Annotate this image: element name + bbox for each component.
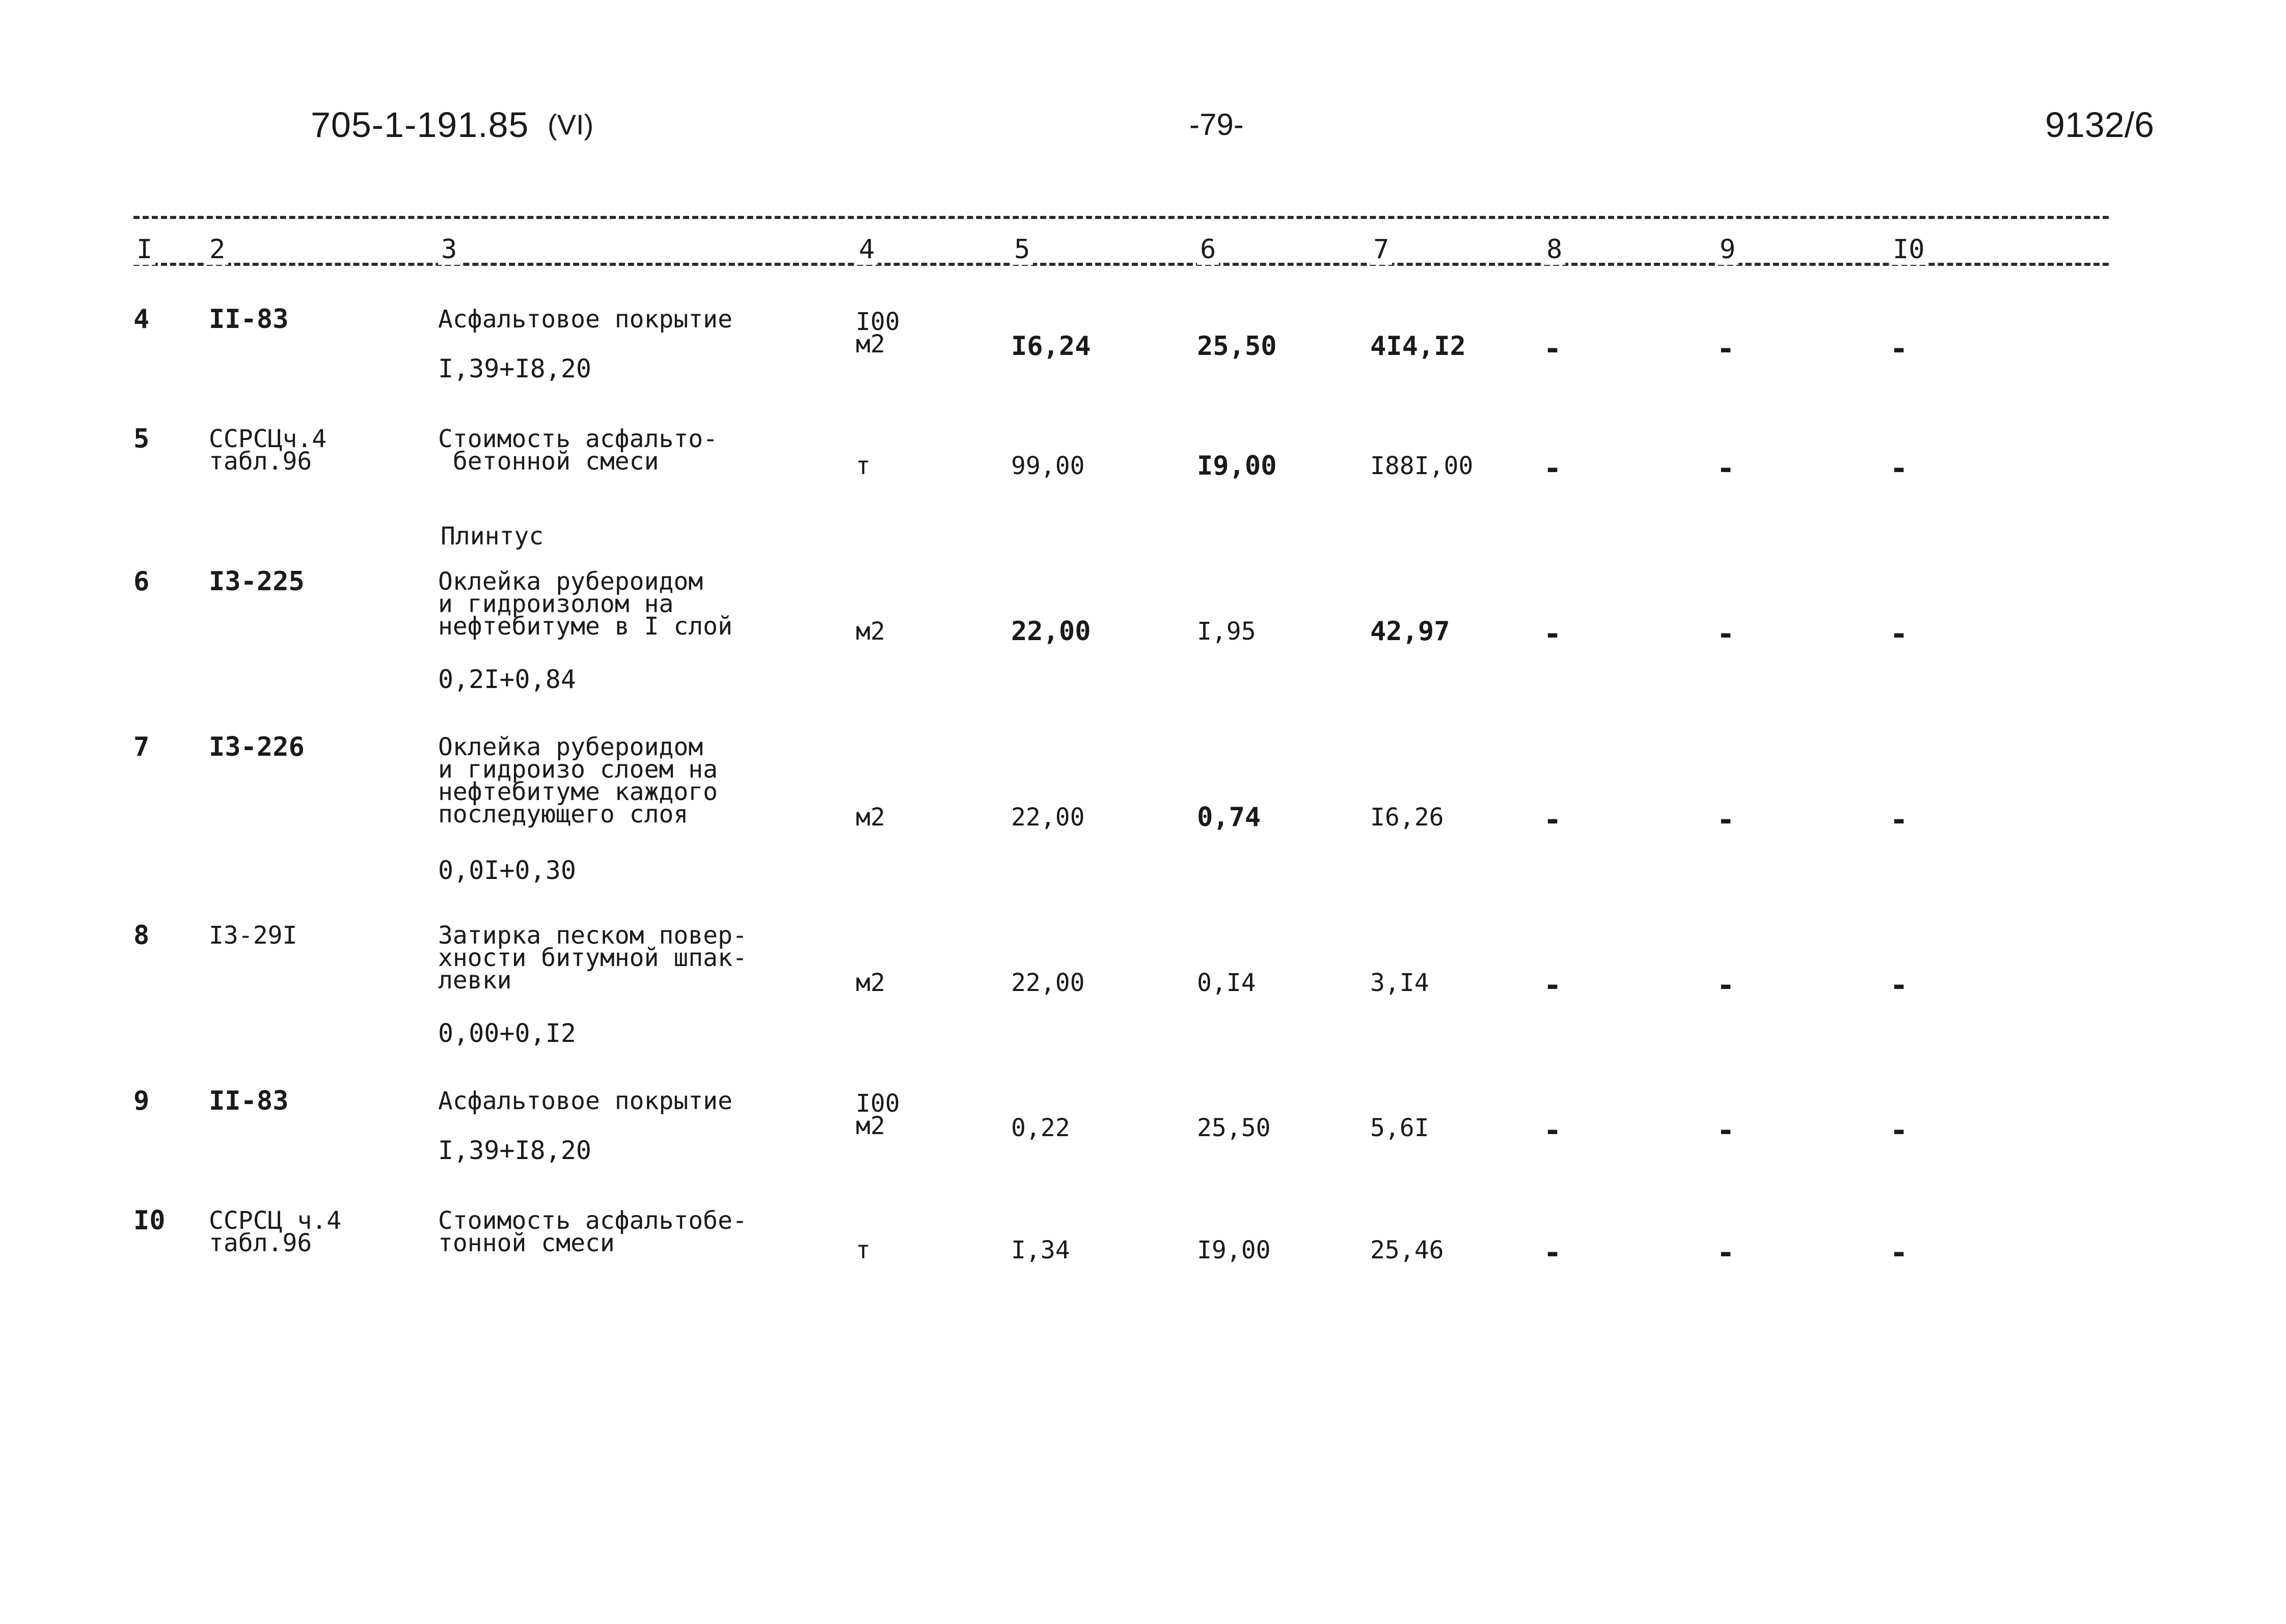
column-number: 5	[1011, 234, 1033, 265]
quantity: 0,22	[1011, 1114, 1070, 1142]
column-number: 9	[1717, 234, 1738, 265]
work-description: Оклейка рубероидом и гидроизолом на нефтебитуме в I слой	[438, 567, 732, 641]
unit-price: I9,00	[1197, 451, 1277, 481]
column-9-value: -	[1717, 451, 1735, 486]
rate-code: II-83	[209, 304, 289, 335]
column-number: I	[133, 234, 155, 265]
column-9-value: -	[1717, 1235, 1735, 1271]
unit: I00 м2	[856, 1089, 900, 1140]
column-10-value: -	[1890, 1235, 1909, 1271]
column-10-value: -	[1890, 451, 1909, 486]
column-9-value: -	[1717, 616, 1735, 652]
total-cost: I88I,00	[1370, 452, 1474, 480]
rate-code: II-83	[209, 1086, 289, 1116]
unit: т	[856, 452, 870, 480]
quantity: 22,00	[1011, 803, 1085, 832]
top-rule	[133, 216, 2109, 219]
column-8-value: -	[1543, 331, 1562, 367]
column-number: 2	[206, 234, 228, 265]
quantity: I,34	[1011, 1236, 1070, 1264]
column-8-value: -	[1543, 1113, 1562, 1148]
row-number: 4	[133, 304, 150, 335]
row-number: 9	[133, 1086, 150, 1116]
calculation-formula: 0,2I+0,84	[438, 665, 576, 694]
work-description: Затирка песком повер- хности битумной шпак- левки	[438, 921, 747, 995]
work-description: Асфальтовое покрытие	[438, 305, 732, 334]
rate-code: I3-226	[209, 732, 305, 762]
work-description: Оклейка рубероидом и гидроизо слоем на нефтебитуме каждого последующего слоя	[438, 733, 718, 829]
column-8-value: -	[1543, 1235, 1562, 1271]
unit-price: 0,74	[1197, 802, 1261, 833]
rate-code: I3-29I	[209, 921, 297, 950]
unit: м2	[856, 803, 885, 832]
column-9-value: -	[1717, 968, 1735, 1003]
quantity: I6,24	[1011, 331, 1091, 362]
column-number: 8	[1543, 234, 1565, 265]
row-number: I0	[133, 1205, 166, 1236]
unit-price: 25,50	[1197, 1114, 1271, 1142]
column-number: 3	[438, 234, 460, 265]
rate-code: ССРСЦ ч.4 табл.96	[209, 1206, 342, 1257]
column-10-value: -	[1890, 802, 1909, 838]
quantity: 22,00	[1011, 616, 1091, 647]
column-number: 4	[856, 234, 878, 265]
total-cost: 25,46	[1370, 1236, 1444, 1264]
document-code: 705-1-191.85	[311, 105, 529, 145]
calculation-formula: I,39+I8,20	[438, 1136, 592, 1165]
work-description: Стоимость асфальто- бетонной смеси	[438, 425, 718, 476]
column-8-value: -	[1543, 451, 1562, 486]
column-9-value: -	[1717, 1113, 1735, 1148]
column-8-value: -	[1543, 802, 1562, 838]
calculation-formula: 0,0I+0,30	[438, 856, 576, 885]
sheet-number: 9132/6	[2045, 105, 2155, 145]
calculation-formula: 0,00+0,I2	[438, 1019, 576, 1048]
quantity: 22,00	[1011, 969, 1085, 997]
unit-price: 25,50	[1197, 331, 1277, 362]
page-number: -79-	[1189, 107, 1244, 142]
column-10-value: -	[1890, 968, 1909, 1003]
unit: I00 м2	[856, 308, 900, 359]
section-label: Плинтус	[441, 522, 544, 550]
rate-code: ССРСЦч.4 табл.96	[209, 425, 327, 476]
column-number: I0	[1890, 234, 1928, 265]
unit: м2	[856, 617, 885, 646]
column-9-value: -	[1717, 331, 1735, 367]
column-number: 6	[1197, 234, 1219, 265]
column-10-value: -	[1890, 1113, 1909, 1148]
work-description: Асфальтовое покрытие	[438, 1087, 732, 1115]
column-8-value: -	[1543, 968, 1562, 1003]
column-10-value: -	[1890, 331, 1909, 367]
quantity: 99,00	[1011, 452, 1085, 480]
row-number: 5	[133, 424, 150, 454]
column-8-value: -	[1543, 616, 1562, 652]
total-cost: 3,I4	[1370, 969, 1429, 997]
total-cost: I6,26	[1370, 803, 1444, 832]
column-number: 7	[1370, 234, 1392, 265]
unit-price: I9,00	[1197, 1236, 1271, 1264]
volume-number: (VI)	[548, 108, 594, 141]
calculation-formula: I,39+I8,20	[438, 354, 592, 383]
total-cost: 42,97	[1370, 616, 1450, 647]
column-9-value: -	[1717, 802, 1735, 838]
column-10-value: -	[1890, 616, 1909, 652]
total-cost: 5,6I	[1370, 1114, 1429, 1142]
rate-code: I3-225	[209, 566, 305, 597]
work-description: Стоимость асфальтобе- тонной смеси	[438, 1206, 747, 1257]
unit: т	[856, 1236, 870, 1264]
row-number: 7	[133, 732, 150, 762]
unit-price: 0,I4	[1197, 969, 1256, 997]
column-number-rule	[133, 263, 2109, 266]
unit: м2	[856, 969, 885, 997]
unit-price: I,95	[1197, 617, 1256, 646]
row-number: 8	[133, 920, 150, 951]
total-cost: 4I4,I2	[1370, 331, 1466, 362]
row-number: 6	[133, 566, 150, 597]
